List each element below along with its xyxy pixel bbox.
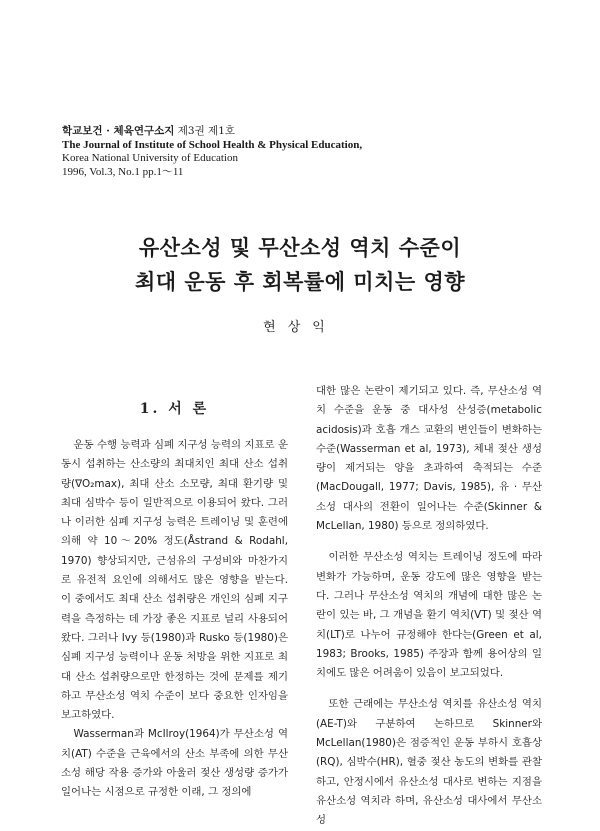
paragraph: 이러한 무산소성 역치는 트레이닝 정도에 따라 변화가 가능하며, 운동 강도에 많은 영향을 받는다. 그러나 무산소성 역치의 개념에 대한 많은 논란이 있는 바, 그 개념을 환기 역치(VT) 및 젖산 역치(LT)로 나누어 규정해야 한다는(Green et al, 1983; Brooks, 1985) 주장과 함께 용어상의 일치에도 많은 어려움이 있음이 보고되었다. — [316, 551, 542, 680]
university-name: Korea National University of Education — [62, 152, 238, 164]
paragraph: 운동 수행 능력과 심폐 지구성 능력의 지표로 운동시 섭취하는 산소량의 최대치인 최대 산소 섭취량(∇O₂max), 최대 산소 소모량, 최대 환기량 및 최대 심박수 등이 일반적으로 이용되어 왔다. 그러나 이러한 심폐 지구성 능력은 트레이닝 및 훈련에 의해 약 10～20% 정도(Åstrand & Rodahl, 1970) 향상되지만, 근섬유의 구성비와 마찬가지로 유전적 요인에 의해서도 많은 영향을 받는다. 이 중에서도 최대 산소 섭취량은 개인의 심폐 지구력을 측정하는 데 가장 좋은 지표로 널리 사용되어 왔다. 그러나 Ivy 등(1980)과 Rusko 등(1980)은 심폐 지구성 능력이나 운동 처방을 위한 지표로 최대 산소 섭취량으로만 한정하는 것에 문제를 제기하고 무산소성 역치 수준이 보다 중요한 인자임을 보고하였다. — [61, 439, 288, 722]
paragraph: 대한 많은 논란이 제기되고 있다. 즉, 무산소성 역치 수준을 운동 중 대사성 산성증(metabolic acidosis)과 호흡 개스 교환의 변인들이 변화하는 수준(Wasserman et al, 1973), 체내 젖산 생성량이 제거되는 양을 초과하여 축적되는 수준(MacDougall, 1977; Davis, 1985), 유 · 무산소성 대사의 전환이 일어나는 수준(Skinner & McLellan, 1980) 등으로 정의하였다. — [316, 385, 542, 533]
journal-korean-name: 학교보건 · 체육연구소지 — [62, 125, 175, 137]
journal-header — [62, 125, 362, 179]
paragraph: 또한 근래에는 무산소성 역치를 유산소성 역치(AE-T)와 구분하여 논하므로 Skinner와 McLellan(1980)은 점증적인 운동 부하시 호흡상 (RQ), 심박수(HR), 혈중 젖산 농도의 변화를 관찰하고, 안정시에서 유산소성 대사로 변하는 지점을 유산소성 역치라 하며, 유산소성 대사에서 무산소성 — [316, 698, 542, 827]
journal-volume: 제3권 제1호 — [174, 125, 236, 137]
title-line-1: 유산소성 및 무산소성 역치 수준이 — [138, 236, 462, 260]
paragraph: Wasserman과 McIlroy(1964)가 무산소성 역치(AT) 수준을 근육에서의 산소 부족에 의한 무산소성 해당 작용 증가와 아울러 젖산 생성량 증가가 일어나는 시점으로 규정한 이래, 그 정의에 — [61, 728, 288, 799]
section-heading: 1. 서 론 — [139, 401, 210, 417]
title-line-2: 최대 운동 후 회복률에 미치는 영향 — [134, 270, 466, 294]
left-column — [61, 400, 288, 803]
paragraph-gap — [316, 536, 542, 548]
journal-english-name: The Journal of Institute of School Health & Physical Education, — [62, 138, 363, 151]
journal-korean-line — [62, 125, 362, 139]
right-column — [316, 382, 542, 831]
citation: 1996, Vol.3, No.1 pp.1～11 — [62, 165, 184, 178]
author: 현상익 — [263, 320, 337, 335]
paragraph-gap — [316, 683, 542, 695]
